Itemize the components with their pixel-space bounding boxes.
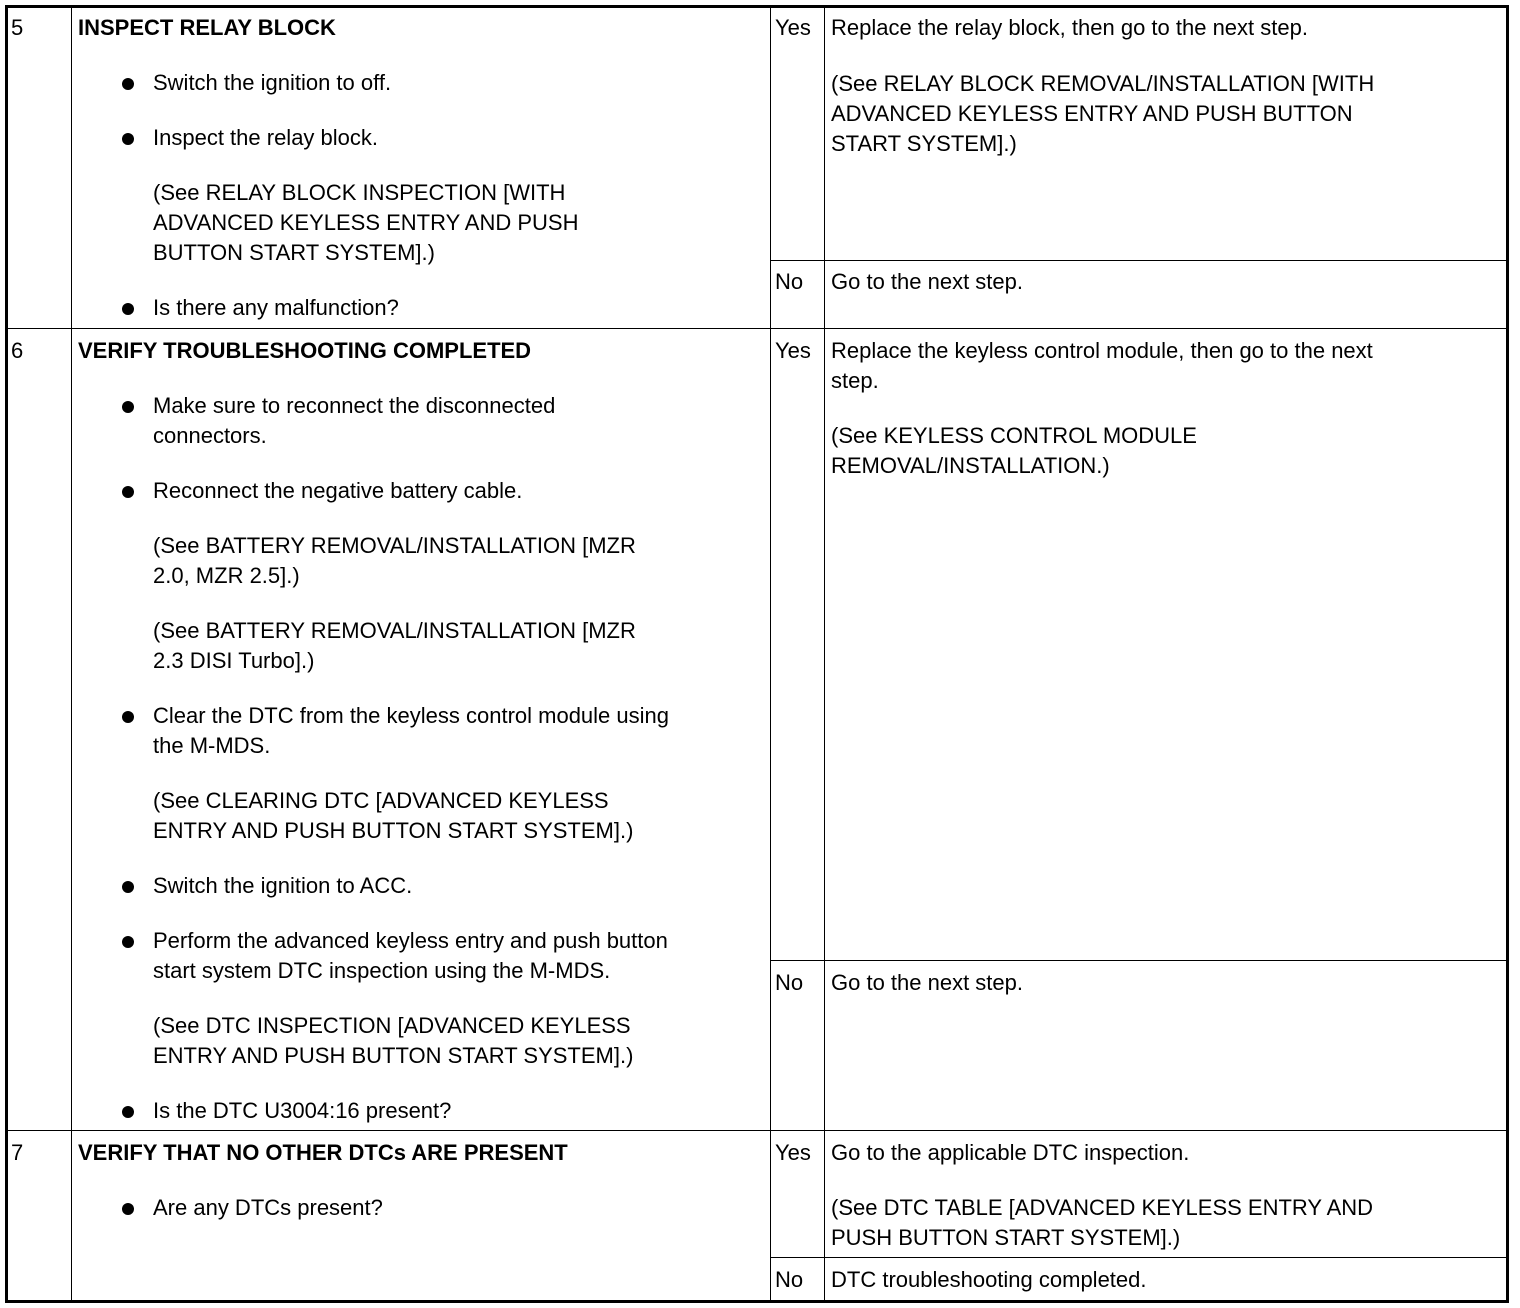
reference-link[interactable]: REMOVAL/INSTALLATION.) <box>831 453 1110 478</box>
bullet-text: Reconnect the negative battery cable. <box>153 478 523 503</box>
reference-link[interactable]: 2.3 DISI Turbo].) <box>153 648 315 673</box>
reference-link[interactable]: 2.0, MZR 2.5].) <box>153 563 300 588</box>
yes-label: Yes <box>775 338 811 363</box>
reference-link[interactable]: ENTRY AND PUSH BUTTON START SYSTEM].) <box>153 818 634 843</box>
step-title: VERIFY TROUBLESHOOTING COMPLETED <box>78 338 532 363</box>
no-action: Go to the next step. <box>831 269 1024 294</box>
no-label: No <box>775 970 804 995</box>
step-title: VERIFY THAT NO OTHER DTCs ARE PRESENT <box>78 1140 568 1165</box>
step-title: INSPECT RELAY BLOCK <box>78 15 336 40</box>
col-divider-step <box>71 8 72 1300</box>
col-divider-result <box>824 8 825 1300</box>
reference-link[interactable]: ADVANCED KEYLESS ENTRY AND PUSH <box>153 210 579 235</box>
troubleshooting-table <box>5 5 1509 1303</box>
no-action: Go to the next step. <box>831 970 1024 995</box>
reference-link[interactable]: ADVANCED KEYLESS ENTRY AND PUSH BUTTON <box>831 101 1353 126</box>
reference-link[interactable]: BUTTON START SYSTEM].) <box>153 240 435 265</box>
step-number: 7 <box>11 1140 24 1165</box>
bullet-text: the M-MDS. <box>153 733 271 758</box>
yes-label: Yes <box>775 15 811 40</box>
bullet-text: Inspect the relay block. <box>153 125 379 150</box>
reference-link[interactable]: ENTRY AND PUSH BUTTON START SYSTEM].) <box>153 1043 634 1068</box>
yes-label: Yes <box>775 1140 811 1165</box>
reference-link[interactable]: (See BATTERY REMOVAL/INSTALLATION [MZR <box>153 533 636 558</box>
bullet-text: Make sure to reconnect the disconnected <box>153 393 556 418</box>
row-divider-5-6 <box>8 328 1506 329</box>
reference-link[interactable]: (See CLEARING DTC [ADVANCED KEYLESS <box>153 788 609 813</box>
bullet-icon <box>122 78 134 90</box>
bullet-text: Switch the ignition to ACC. <box>153 873 413 898</box>
reference-link[interactable]: (See BATTERY REMOVAL/INSTALLATION [MZR <box>153 618 636 643</box>
bullet-icon <box>122 133 134 145</box>
yes-action: step. <box>831 368 879 393</box>
no-action: DTC troubleshooting completed. <box>831 1267 1147 1292</box>
row-divider-6-7 <box>8 1130 1506 1131</box>
yes-action: Replace the keyless control module, then go to the next <box>831 338 1373 363</box>
bullet-text: connectors. <box>153 423 267 448</box>
yes-action: Replace the relay block, then go to the next step. <box>831 15 1308 40</box>
col-divider-action <box>770 8 771 1300</box>
bullet-icon <box>122 936 134 948</box>
reference-link[interactable]: (See DTC INSPECTION [ADVANCED KEYLESS <box>153 1013 631 1038</box>
reference-link[interactable]: START SYSTEM].) <box>831 131 1017 156</box>
reference-link[interactable]: (See KEYLESS CONTROL MODULE <box>831 423 1197 448</box>
no-label: No <box>775 269 804 294</box>
bullet-text: Is there any malfunction? <box>153 295 399 320</box>
bullet-icon <box>122 1106 134 1118</box>
reference-link[interactable]: (See RELAY BLOCK REMOVAL/INSTALLATION [WITH <box>831 71 1375 96</box>
yes-action: Go to the applicable DTC inspection. <box>831 1140 1190 1165</box>
reference-link[interactable]: PUSH BUTTON START SYSTEM].) <box>831 1225 1181 1250</box>
step-number: 5 <box>11 15 24 40</box>
yes-no-divider-6 <box>770 960 1506 961</box>
step-number: 6 <box>11 338 24 363</box>
bullet-icon <box>122 881 134 893</box>
bullet-icon <box>122 1203 134 1215</box>
bullet-text: Is the DTC U3004:16 present? <box>153 1098 452 1123</box>
bullet-text: start system DTC inspection using the M-MDS. <box>153 958 611 983</box>
bullet-text: Perform the advanced keyless entry and push button <box>153 928 668 953</box>
bullet-text: Are any DTCs present? <box>153 1195 383 1220</box>
bullet-icon <box>122 486 134 498</box>
reference-link[interactable]: (See DTC TABLE [ADVANCED KEYLESS ENTRY AND <box>831 1195 1374 1220</box>
bullet-icon <box>122 303 134 315</box>
bullet-text: Switch the ignition to off. <box>153 70 392 95</box>
reference-link[interactable]: (See RELAY BLOCK INSPECTION [WITH <box>153 180 566 205</box>
bullet-icon <box>122 711 134 723</box>
no-label: No <box>775 1267 804 1292</box>
bullet-text: Clear the DTC from the keyless control module using <box>153 703 669 728</box>
yes-no-divider-7 <box>770 1257 1506 1258</box>
bullet-icon <box>122 401 134 413</box>
yes-no-divider-5 <box>770 260 1506 261</box>
